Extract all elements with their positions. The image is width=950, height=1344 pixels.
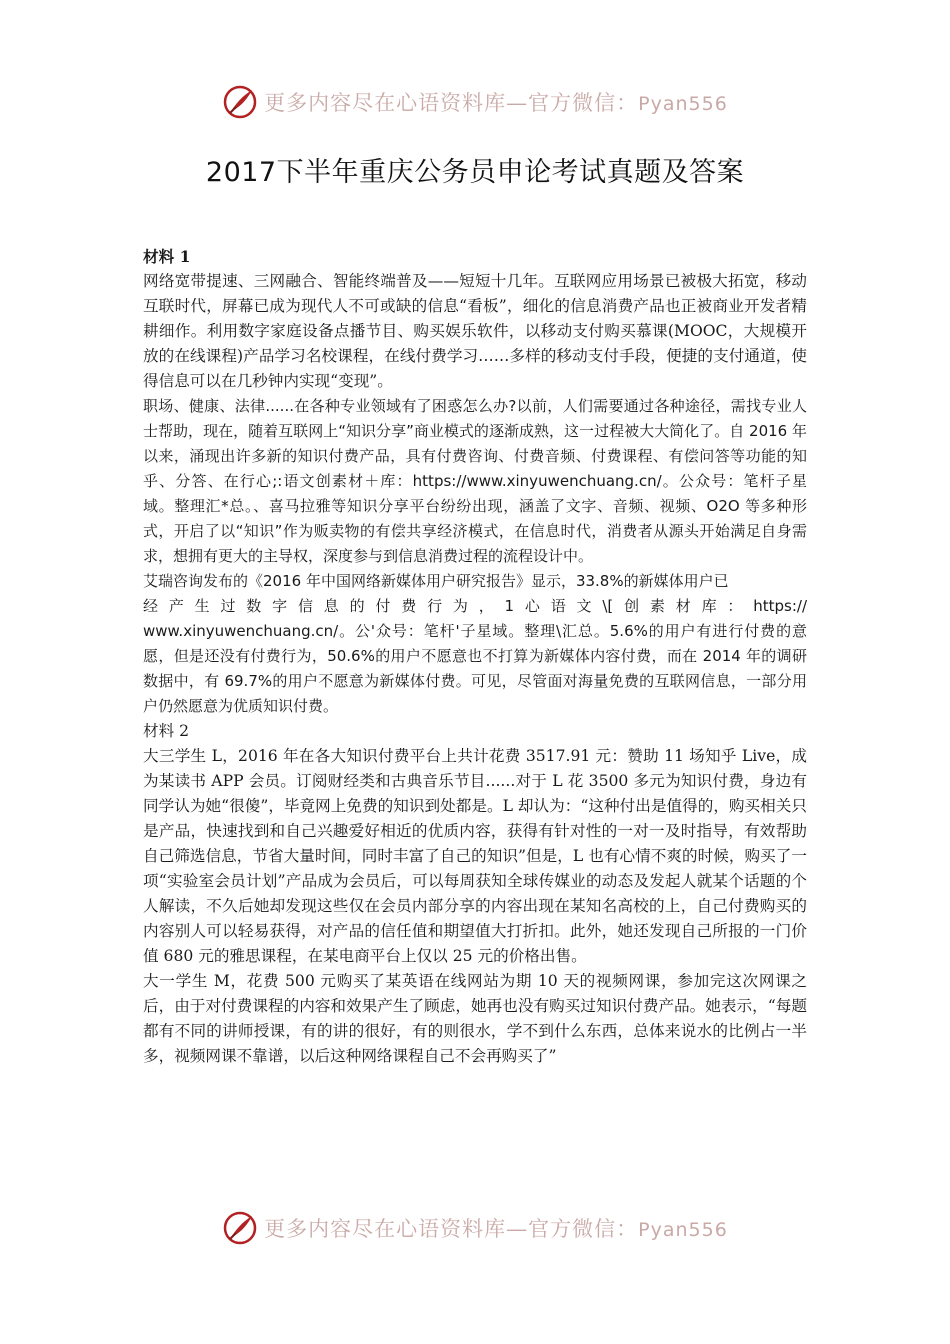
watermark-banner-bottom: [0, 1208, 950, 1248]
quill-logo-icon: [222, 84, 258, 120]
material-1-paragraph-1: 网络宽带提速、三网融合、智能终端普及——短短十几年。互联网应用场景已被极大拓宽，移动互联时代，屏幕已成为现代人不可或缺的信息“看板”，细化的信息消费产品也正被商业开发者精耕细作。利用数字家庭设备点播节目、购买娱乐软件，以移动支付购买慕课(MOOC，大规模开放的在线课程)产品学习名校课程，在线付费学习……多样的移动支付手段，便捷的支付通道，使得信息可以在几秒钟内实现“变现”。: [143, 272, 807, 390]
watermark-text: 更多内容尽在心语资料库—官方微信：Pyan556: [264, 1217, 728, 1241]
material-1-paragraph-3-rest: www.xinyuwenchuang.cn/。公'众号：笔杆'子星域。整理\汇总。5.6%的用户有进行付费的意愿，但是还没有付费行为，50.6%的用户不愿意也不打算为新媒体内容付费，而在 2014 年的调研数据中，有 69.7%的用户不愿意为新媒体付费。可见，尽管面对海量免费的互联网信息，一部分用户仍然愿意为优质知识付费。: [143, 622, 807, 715]
quill-logo-icon: [222, 1210, 258, 1246]
material-2-heading: 材料 2: [143, 722, 190, 740]
document-body: [143, 244, 807, 1069]
watermark-text: 更多内容尽在心语资料库—官方微信：Pyan556: [264, 91, 728, 115]
watermark-banner-top: [0, 82, 950, 122]
material-1-paragraph-3-line-1: 艾瑞咨询发布的《2016 年中国网络新媒体用户研究报告》显示，33.8%的新媒体用户已: [143, 572, 729, 590]
material-2-paragraph-2: 大一学生 M，花费 500 元购买了某英语在线网站为期 10 天的视频网课，参加完这次网课之后，由于对付费课程的内容和效果产生了顾虑，她再也没有购买过知识付费产品。她表示，“每题都有不同的讲师授课，有的讲的很好，有的则很水，学不到什么东西，总体来说水的比例占一半多，视频网课不靠谱，以后这种网络课程自己不会再购买了”: [143, 972, 807, 1065]
material-1-paragraph-3-line-2: 经产生过数字信息的付费行为，1心语文\[创素材库：https://: [143, 597, 807, 615]
page-title: 2017下半年重庆公务员申论考试真题及答案: [205, 157, 745, 188]
material-1-paragraph-2: 职场、健康、法律......在各种专业领域有了困惑怎么办?以前，人们需要通过各种途径，需找专业人士帮助，现在，随着互联网上“知识分享”商业模式的逐渐成熟，这一过程被大大简化了。自 2016 年以来，涌现出许多新的知识付费产品，具有付费咨询、付费音频、付费课程、有偿问答等功能的知乎、分答、在行心;:语文创素材＋库：https://www.xinyuwenchuang.cn/。公众号：笔杆子星域。整理汇*总。、喜马拉雅等知识分享平台纷纷出现，涵盖了文字、音频、视频、O2O 等多种形式，开启了以“知识”作为贩卖物的有偿共享经济模式，在信息时代，消费者从源头开始满足自身需求，想拥有更大的主导权，深度参与到信息消费过程的流程设计中。: [143, 397, 807, 565]
material-2-paragraph-1: 大三学生 L，2016 年在各大知识付费平台上共计花费 3517.91 元：赞助 11 场知乎 Live，成为某读书 APP 会员。订阅财经类和古典音乐节目......对于 L 花 3500 多元为知识付费，身边有同学认为她“很傻”，毕竟网上免费的知识到处都是。L 却认为：“这种付出是值得的，购买相关只是产品，快速找到和自己兴趣爱好相近的优质内容，获得有针对性的一对一及时指导，有效帮助自己筛选信息，节省大量时间，同时丰富了自己的知识”但是，L 也有心情不爽的时候，购买了一项“实验室会员计划”产品成为会员后，可以每周获知全球传媒业的动态及发起人就某个话题的个人解读，不久后她却发现这些仅在会员内部分享的内容出现在某知名高校的上，自己付费购买的内容别人可以轻易获得，对产品的信任值和期望值大打折扣。此外，她还发现自己所报的一门价值 680 元的雅思课程，在某电商平台上仅以 25 元的价格出售。: [143, 747, 807, 965]
material-1-heading: 材料 1: [143, 247, 191, 266]
